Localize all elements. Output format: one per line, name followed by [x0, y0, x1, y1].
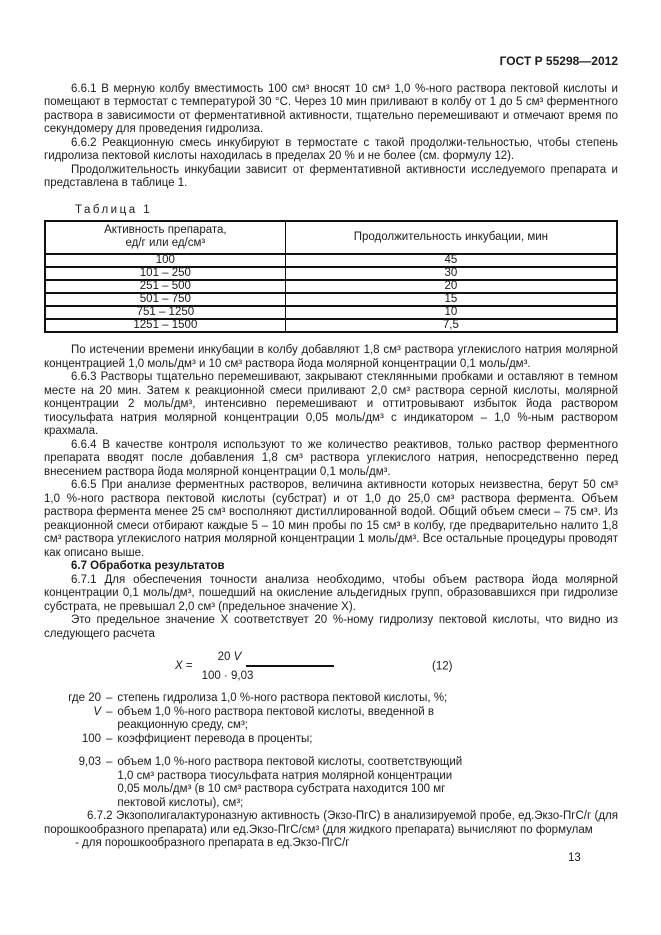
paragraph-6-7-1: 6.7.1 Для обеспечения точности анализа необходимо, чтобы объем раствора йода молярной концентрации 0,1 моль/дм³, пошедший на окисление альдегидных групп, образовавшихся при гидролизе субстрата, не превышал 2,0 см³ (предельное значение X). — [44, 573, 618, 613]
paragraph-powder-item: - для порошкообразного препарата в ед.Экзо-ПгС/г — [75, 837, 350, 849]
paragraph-6-6-3: 6.6.3 Растворы тщательно перемешивают, закрывают стеклянными пробками и оставляют в темном месте на 20 мин. Затем к реакционной смеси приливают 2,0 см³ раствора серной кислоты, молярной концентрации 2 моль/дм³, интенсивно перемешивают и оттитровывают избыток йода раствором тиосульфата натрия молярной концентрации 0,05 моль/дм³ с индикатором – 1,0 %-ным раствором крахмала. — [44, 371, 618, 437]
table-header-row — [45, 221, 617, 254]
section-heading-6-7: 6.7 Обработка результатов — [71, 560, 225, 572]
table-row: 251 – 500 20 — [45, 280, 617, 293]
table-row: 1251 – 1500 7,5 — [45, 319, 617, 332]
table-row: 751 – 1250 10 — [45, 306, 617, 319]
formula-numerator: 20 V — [217, 650, 242, 663]
table-header-duration: Продолжительность инкубации, мин — [285, 221, 617, 254]
paragraph-6-7-2: 6.7.2 Экзополигалактуроназную активность (Экзо-ПгС) в анализируемой пробе, ед.Экзо-ПгС/г (для порошкообразного препарата) или ед.Экзо-ПгС/см³ (для жидкого препарата) вычисляют по формулам — [44, 810, 618, 836]
fraction-bar — [246, 665, 334, 667]
formula-denominator: 100 · 9,03 — [201, 669, 254, 682]
doc-header: ГОСТ Р 55298—2012 — [499, 54, 618, 68]
formula-lhs: X — [175, 660, 183, 673]
formula-fraction — [202, 651, 334, 684]
incubation-table — [44, 220, 618, 333]
document-page — [44, 55, 618, 851]
table-header-activity: Активность препарата, ед/г или ед/см³ — [45, 221, 285, 254]
table-row: 100 45 — [45, 254, 617, 267]
paragraph-after-table: По истечении времени инкубации в колбу добавляют 1,8 см³ раствора углекислого натрия молярной концентрацией 1,0 моль/дм³ и 10 см³ раствора йода молярной концентрации 0,1 моль/дм³. — [44, 344, 618, 370]
table-row: 101 – 250 30 — [45, 267, 617, 280]
table-1-label: Таблица 1 — [75, 203, 153, 216]
formula-equals: = — [185, 660, 193, 673]
paragraph-incubation-duration: Продолжительность инкубации зависит от ферментативной активности исследуемого препарата и представлена в таблице 1. — [44, 163, 618, 189]
definition-row: V – объем 1,0 %-ного раствора пектовой кислоты, введенной в реакционную среду, см³; — [93, 705, 434, 731]
equation-number: (12) — [432, 660, 453, 673]
page-number: 13 — [568, 852, 581, 864]
paragraph-6-6-2: 6.6.2 Реакционную смесь инкубируют в термостате с такой продолжи-тельностью, чтобы степень гидролиза пектовой кислоты находилась в пределах 20 % и не более (см. формулу 12). — [44, 136, 618, 162]
paragraph-6-6-4: 6.6.4 В качестве контроля используют то же количество реактивов, только раствор ферментного препарата вводят после добавления 1,8 см³ раствора углекислого натрия, непосредственно перед внесением раствора йода молярной концентрации 0,1 моль/дм³. — [44, 438, 618, 478]
definition-row: где 20 – степень гидролиза 1,0 %-ного раствора пектовой кислоты, %; — [68, 692, 448, 704]
definition-row: 9,03 – объем 1,0 %-ного раствора пектовой кислоты, соответствующий 1,0 см³ раствора тиосульфата натрия молярной концентрации 0,05 моль/дм³ (в 10 см³ раствора субстрата находится 100 мг пектовой кислоты), см³; — [78, 756, 463, 809]
formula-definitions — [44, 692, 618, 810]
table-row: 501 – 750 15 — [45, 293, 617, 306]
formula-12 — [44, 646, 618, 688]
paragraph-limit-value: Это предельное значение X соответствует 20 %-ному гидролизу пектовой кислоты, что видно из следующего расчета — [44, 614, 618, 640]
definition-row: 100 – коэффициент перевода в проценты; — [81, 732, 313, 745]
paragraph-6-6-1: 6.6.1 В мерную колбу вместимость 100 см³ вносят 10 см³ 1,0 %-ного раствора пектовой кислоты и помещают в термостат с температурой 30 °С. Через 10 мин приливают в колбу от 1 до 5 см³ ферментного раствора в зависимости от ферментативной активности, тщательно перемешивают и отмечают время по секундомеру для проведения гидролиза. — [44, 82, 618, 135]
paragraph-6-6-5: 6.6.5 При анализе ферментных растворов, величина активности которых неизвестна, берут 50 см³ 1,0 %-ного раствора пектовой кислоты (субстрат) и от 1,0 до 25,0 см³ раствора фермента. Объем раствора фермента менее 25 см³ восполняют дистиллированной водой. Общий объем смеси – 75 см³. Из реакционной смеси отбирают каждые 5 – 10 мин пробы по 15 см³ в колбу, где предварительно налито 1,8 см³ раствора углекислого натрия молярной концентрации 1 моль/дм³. Все остальные процедуры проводят как описано выше. — [44, 479, 618, 559]
